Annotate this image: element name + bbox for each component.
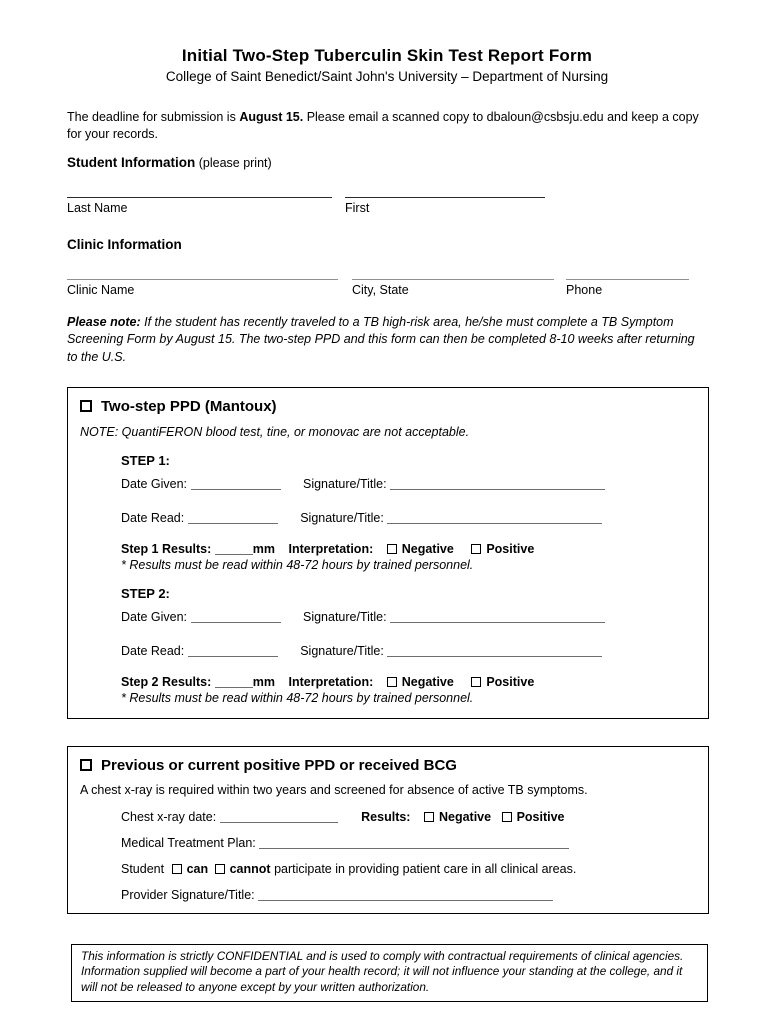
student-info-title: Student Information [67,155,196,170]
travel-note-lead: Please note: [67,315,141,329]
ppd-section-checkbox[interactable] [80,400,92,412]
form-title: Initial Two-Step Tuberculin Skin Test Report Form [181,46,593,65]
step1-negative-checkbox[interactable] [387,544,397,554]
step-1-label: STEP 1: [121,452,170,468]
treatment-plan-row [121,836,696,850]
clinic-info-title: Clinic Information [67,237,182,252]
student-can-checkbox[interactable] [172,864,182,874]
signature-title-label: Signature/Title: [302,476,387,491]
step-2-date-read-line[interactable] [188,645,278,657]
ppd-heading: Two-step PPD (Mantoux) [101,397,277,415]
step-2-label: STEP 2: [121,585,170,601]
signature-title-label: Signature/Title: [300,643,384,658]
mm-label: mm [252,674,276,689]
can-label: can [186,861,209,876]
travel-note-text: If the student has recently traveled to a TB high-risk area, he/she must complete a TB Symptom Screening Form by August 15. The two-step PPD and this form can then be completed 8-10 weeks after returning to the U.S. [67,315,695,364]
step2-negative-checkbox[interactable] [387,677,397,687]
bcg-section [67,746,709,914]
name-fields-row [67,197,707,215]
date-given-label: Date Given: [121,476,188,491]
step-1-date-read-row [121,511,696,525]
phone-label: Phone [566,283,603,297]
step-1-date-read-line[interactable] [188,512,278,524]
student-label: Student [121,861,165,876]
step-2-read-signature-line[interactable] [387,645,602,657]
signature-title-label: Signature/Title: [300,510,384,525]
step-1-date-given-row [121,477,696,491]
print-note: (please print) [195,156,272,170]
step-2-results-label: Step 2 Results: [121,674,212,689]
travel-note [67,314,707,366]
positive-label: Positive [516,809,565,824]
ppd-heading-row [80,398,696,415]
xray-date-label: Chest x-ray date: [121,809,217,824]
date-given-label: Date Given: [121,609,188,624]
step-2-date-given-row [121,610,696,624]
step-1-given-signature-line[interactable] [390,478,605,490]
step-2-date-given-line[interactable] [191,611,281,623]
phone-field [566,279,689,297]
provider-signature-label: Provider Signature/Title: [121,887,255,902]
first-name-label: First [345,201,370,215]
clinic-name-label: Clinic Name [67,283,135,297]
xray-negative-checkbox[interactable] [424,812,434,822]
bcg-description: A chest x-ray is required within two years and screened for absence of active TB symptoms. [80,782,588,797]
clinic-info-heading [67,237,707,252]
first-name-field [345,197,545,215]
clinic-name-field [67,279,338,297]
date-read-label: Date Read: [121,510,185,525]
step-2-footnote: * Results must be read within 48-72 hours by trained personnel. [121,690,474,705]
last-name-field [67,197,332,215]
provider-signature-line[interactable] [258,889,553,901]
provider-signature-row [121,888,696,902]
mm-label: mm [252,541,276,556]
bcg-fields-block [121,810,696,902]
step-1-results-row [121,542,696,556]
ppd-note: NOTE: QuantiFERON blood test, tine, or monovac are not acceptable. [80,424,470,439]
step-1-results-label: Step 1 Results: [121,541,212,556]
negative-label: Negative [401,541,454,556]
xray-date-line[interactable] [220,811,338,823]
step-1-date-given-line[interactable] [191,478,281,490]
clinic-fields-row [67,279,707,297]
last-name-label: Last Name [67,201,128,215]
participate-text: participate in providing patient care in all clinical areas. [270,861,577,876]
bcg-heading-row [80,757,696,774]
student-info-heading [67,155,707,170]
xray-results-label: Results: [361,809,411,824]
bcg-heading: Previous or current positive PPD or received BCG [101,756,457,774]
deadline-date: August 15. [239,110,304,124]
step-1-block [121,453,696,705]
bcg-section-checkbox[interactable] [80,759,92,771]
confidential-text: This information is strictly CONFIDENTIAL and is used to comply with contractual requirements of clinical agencies. Information supplied will become a part of your health record; it will not influence your standing at the college, and it will not be released to anyone except by your written authorization. [81,948,684,994]
interpretation-label: Interpretation: [288,674,374,689]
positive-label: Positive [486,674,535,689]
confidential-box [71,944,708,1003]
deadline-note [67,109,707,143]
treatment-plan-line[interactable] [259,837,569,849]
interpretation-label: Interpretation: [288,541,374,556]
ppd-section [67,387,709,719]
form-subtitle: College of Saint Benedict/Saint John's University – Department of Nursing [165,69,609,84]
city-state-field [352,279,554,297]
cannot-label: cannot [229,861,271,876]
deadline-suffix: Please email a scanned copy to dbaloun@csbsju.edu and keep a copy for your records. [67,110,699,141]
date-read-label: Date Read: [121,643,185,658]
step-1-read-signature-line[interactable] [387,512,602,524]
step-1-results-line[interactable] [215,543,253,555]
city-state-label: City, State [352,283,409,297]
xray-date-row [121,810,696,824]
step2-positive-checkbox[interactable] [471,677,481,687]
treatment-plan-label: Medical Treatment Plan: [121,835,256,850]
signature-title-label: Signature/Title: [302,609,387,624]
step-2-date-read-row [121,644,696,658]
step-2-given-signature-line[interactable] [390,611,605,623]
deadline-prefix: The deadline for submission is [67,110,240,124]
step-1-footnote: * Results must be read within 48-72 hours by trained personnel. [121,557,474,572]
negative-label: Negative [401,674,454,689]
student-cannot-checkbox[interactable] [215,864,225,874]
step-2-results-line[interactable] [215,676,253,688]
negative-label: Negative [438,809,492,824]
xray-positive-checkbox[interactable] [502,812,512,822]
positive-label: Positive [486,541,535,556]
step-2-results-row [121,675,696,689]
step1-positive-checkbox[interactable] [471,544,481,554]
student-participation-row [121,862,696,876]
